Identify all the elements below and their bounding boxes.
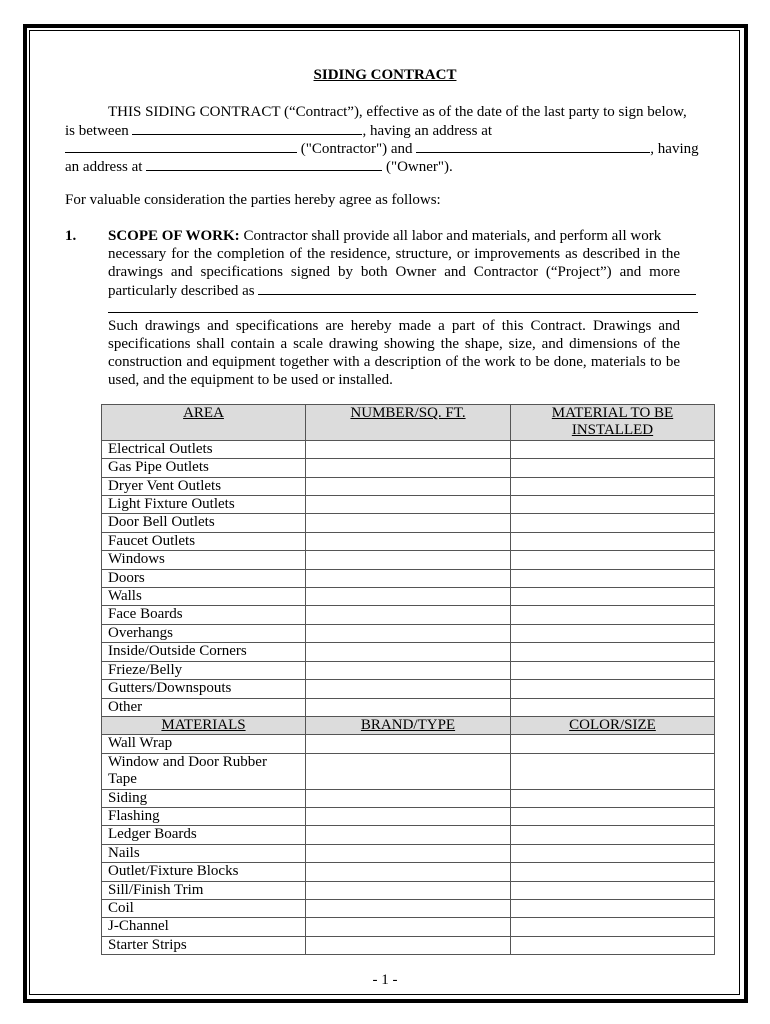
row-label: Doors xyxy=(102,569,306,587)
row-label: Window and Door Rubber Tape xyxy=(102,753,306,789)
table-row xyxy=(102,844,715,862)
entry-cell[interactable] xyxy=(306,826,511,844)
row-label: Door Bell Outlets xyxy=(102,514,306,532)
party-name-field[interactable] xyxy=(132,121,362,135)
entry-cell[interactable] xyxy=(511,551,715,569)
section-text: construction and equipment together with a description of the work to be done, materials to be xyxy=(108,354,680,370)
table-row xyxy=(102,826,715,844)
entry-cell[interactable] xyxy=(511,459,715,477)
entry-cell[interactable] xyxy=(306,643,511,661)
table-row xyxy=(102,477,715,495)
consideration-text: For valuable consideration the parties hereby agree as follows: xyxy=(65,192,441,208)
entry-cell[interactable] xyxy=(511,569,715,587)
row-label: Frieze/Belly xyxy=(102,661,306,679)
row-label: Siding xyxy=(102,789,306,807)
column-header: AREA xyxy=(102,405,306,441)
table-row xyxy=(102,881,715,899)
table-row xyxy=(102,588,715,606)
section-text: necessary for the completion of the residence, structure, or improvements as described in the xyxy=(108,246,680,262)
entry-cell[interactable] xyxy=(511,532,715,550)
row-label: Wall Wrap xyxy=(102,735,306,753)
entry-cell[interactable] xyxy=(511,807,715,825)
entry-cell[interactable] xyxy=(511,588,715,606)
row-label: Walls xyxy=(102,588,306,606)
column-header: MATERIAL TO BE INSTALLED xyxy=(511,405,715,441)
entry-cell[interactable] xyxy=(306,588,511,606)
section-text: Such drawings and specifications are hereby made a part of this Contract. Drawings and xyxy=(108,318,680,334)
entry-cell[interactable] xyxy=(306,918,511,936)
project-description-field[interactable] xyxy=(258,281,696,295)
entry-cell[interactable] xyxy=(306,753,511,789)
table-row xyxy=(102,643,715,661)
entry-cell[interactable] xyxy=(511,624,715,642)
table-row xyxy=(102,496,715,514)
entry-cell[interactable] xyxy=(306,789,511,807)
project-description-field-2[interactable] xyxy=(108,299,698,313)
table-row xyxy=(102,606,715,624)
owner-name-field[interactable] xyxy=(416,139,650,153)
entry-cell[interactable] xyxy=(306,936,511,954)
intro-line: THIS SIDING CONTRACT (“Contract”), effective as of the date of the last party to sign below, xyxy=(108,104,687,120)
row-label: Coil xyxy=(102,899,306,917)
siding-table xyxy=(101,404,715,955)
entry-cell[interactable] xyxy=(511,881,715,899)
table-row xyxy=(102,624,715,642)
page-title: SIDING CONTRACT xyxy=(313,67,457,83)
entry-cell[interactable] xyxy=(306,551,511,569)
entry-cell[interactable] xyxy=(511,440,715,458)
section-number: 1. xyxy=(65,228,77,244)
row-label: Ledger Boards xyxy=(102,826,306,844)
entry-cell[interactable] xyxy=(306,698,511,716)
table-row xyxy=(102,551,715,569)
table-row xyxy=(102,863,715,881)
column-header: COLOR/SIZE xyxy=(511,716,715,734)
entry-cell[interactable] xyxy=(306,807,511,825)
table-row xyxy=(102,459,715,477)
column-header: MATERIALS xyxy=(102,716,306,734)
table-row xyxy=(102,661,715,679)
entry-cell[interactable] xyxy=(306,624,511,642)
entry-cell[interactable] xyxy=(511,936,715,954)
entry-cell[interactable] xyxy=(306,569,511,587)
table-row xyxy=(102,680,715,698)
entry-cell[interactable] xyxy=(511,863,715,881)
entry-cell[interactable] xyxy=(306,899,511,917)
table-row xyxy=(102,899,715,917)
entry-cell[interactable] xyxy=(306,661,511,679)
row-label: Light Fixture Outlets xyxy=(102,496,306,514)
section-text: specifications shall contain a scale drawing showing the shape, size, and dimensions of the xyxy=(108,336,680,352)
section-text: Contractor shall provide all labor and materials, and perform all work xyxy=(243,228,662,244)
entry-cell[interactable] xyxy=(306,514,511,532)
entry-cell[interactable] xyxy=(306,881,511,899)
entry-cell[interactable] xyxy=(306,440,511,458)
intro-text: , having xyxy=(650,141,699,157)
intro-text: ("Owner"). xyxy=(385,159,453,175)
table-row xyxy=(102,569,715,587)
table-row xyxy=(102,936,715,954)
row-label: Overhangs xyxy=(102,624,306,642)
section-text: particularly described as xyxy=(108,283,255,299)
table-row xyxy=(102,532,715,550)
entry-cell[interactable] xyxy=(511,753,715,789)
row-label: Gas Pipe Outlets xyxy=(102,459,306,477)
table-header-row xyxy=(102,716,715,734)
entry-cell[interactable] xyxy=(306,735,511,753)
table-row xyxy=(102,514,715,532)
row-label: Outlet/Fixture Blocks xyxy=(102,863,306,881)
row-label: J-Channel xyxy=(102,918,306,936)
entry-cell[interactable] xyxy=(306,496,511,514)
entry-cell[interactable] xyxy=(511,735,715,753)
entry-cell[interactable] xyxy=(306,532,511,550)
entry-cell[interactable] xyxy=(511,514,715,532)
intro-text: an address at xyxy=(65,159,143,175)
contractor-address-field[interactable] xyxy=(65,139,297,153)
row-label: Other xyxy=(102,698,306,716)
table-row xyxy=(102,807,715,825)
row-label: Faucet Outlets xyxy=(102,532,306,550)
row-label: Face Boards xyxy=(102,606,306,624)
table-row xyxy=(102,789,715,807)
row-label: Flashing xyxy=(102,807,306,825)
table-row xyxy=(102,918,715,936)
row-label: Inside/Outside Corners xyxy=(102,643,306,661)
row-label: Dryer Vent Outlets xyxy=(102,477,306,495)
row-label: Sill/Finish Trim xyxy=(102,881,306,899)
entry-cell[interactable] xyxy=(306,606,511,624)
intro-text: is between xyxy=(65,123,129,139)
entry-cell[interactable] xyxy=(511,789,715,807)
table-row xyxy=(102,698,715,716)
entry-cell[interactable] xyxy=(306,844,511,862)
entry-cell[interactable] xyxy=(306,459,511,477)
entry-cell[interactable] xyxy=(511,680,715,698)
entry-cell[interactable] xyxy=(511,661,715,679)
row-label: Gutters/Downspouts xyxy=(102,680,306,698)
column-header: NUMBER/SQ. FT. xyxy=(306,405,511,441)
entry-cell[interactable] xyxy=(511,826,715,844)
entry-cell[interactable] xyxy=(306,477,511,495)
intro-text: , having an address at xyxy=(362,123,493,139)
entry-cell[interactable] xyxy=(511,477,715,495)
row-label: Electrical Outlets xyxy=(102,440,306,458)
entry-cell[interactable] xyxy=(511,918,715,936)
row-label: Windows xyxy=(102,551,306,569)
table-row xyxy=(102,440,715,458)
entry-cell[interactable] xyxy=(511,844,715,862)
entry-cell[interactable] xyxy=(511,643,715,661)
page-number: - 1 - xyxy=(372,972,398,988)
entry-cell[interactable] xyxy=(306,680,511,698)
entry-cell[interactable] xyxy=(511,606,715,624)
table-row xyxy=(102,753,715,789)
entry-cell[interactable] xyxy=(511,496,715,514)
entry-cell[interactable] xyxy=(511,899,715,917)
section-text: drawings and specifications signed by both Owner and Contractor (“Project”) and more xyxy=(108,264,680,280)
section-text: used, and the equipment to be used or installed. xyxy=(108,372,393,388)
entry-cell[interactable] xyxy=(306,863,511,881)
section-heading: SCOPE OF WORK: xyxy=(108,228,240,244)
column-header: BRAND/TYPE xyxy=(306,716,511,734)
row-label: Nails xyxy=(102,844,306,862)
table-row xyxy=(102,735,715,753)
row-label: Starter Strips xyxy=(102,936,306,954)
owner-address-field[interactable] xyxy=(146,157,382,171)
intro-text: ("Contractor") and xyxy=(300,141,413,157)
entry-cell[interactable] xyxy=(511,698,715,716)
table-header-row xyxy=(102,405,715,441)
